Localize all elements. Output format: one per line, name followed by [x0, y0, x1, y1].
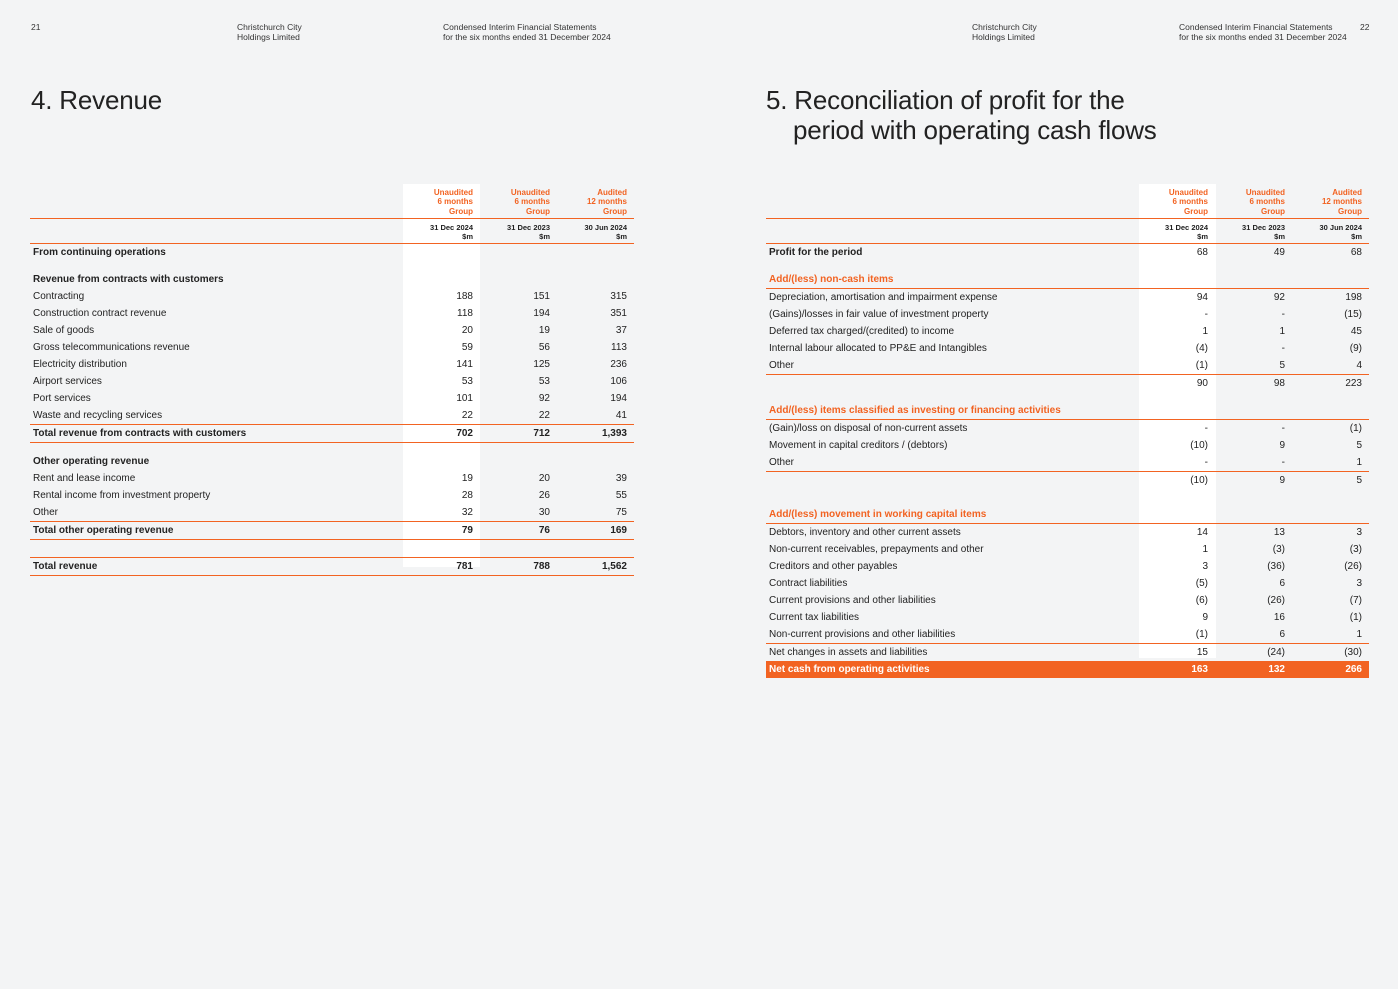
table-row: (Gain)/loss on disposal of non-current assets - - (1) [769, 423, 1362, 434]
table-row: Creditors and other payables 3 (36) (26) [769, 561, 1362, 572]
page-number: 21 [31, 22, 41, 32]
column-header: Unaudited 6 months Group [403, 184, 480, 219]
company-line-2: Holdings Limited [972, 32, 1035, 42]
date-header: 31 Dec 2024 $m [1138, 219, 1215, 244]
table-row: Deferred tax charged/(credited) to income 1 1 45 [769, 326, 1362, 337]
table-row: Rental income from investment property 28 26 55 [33, 490, 627, 501]
table-row: Waste and recycling services 22 22 41 [33, 410, 627, 421]
cashflow-reconciliation-table [766, 184, 1369, 678]
column-header: Unaudited 6 months Group [480, 184, 557, 219]
column-header: Audited 12 months Group [557, 184, 634, 219]
company-line-2: Holdings Limited [237, 32, 300, 42]
grand-total-row: Total revenue 781 788 1,562 [30, 558, 634, 576]
document-title [443, 22, 611, 42]
doc-line-2: for the six months ended 31 December 2024 [443, 32, 611, 42]
table-row: Other - - 1 [766, 454, 1369, 472]
company-line-1: Christchurch City [972, 22, 1037, 32]
table-row: Contracting 188 151 315 [33, 291, 627, 302]
company-name [972, 22, 1037, 42]
table-row: Non-current receivables, prepayments and other 1 (3) (3) [769, 544, 1362, 555]
net-cash-row: Net cash from operating activities 163 132 266 [766, 661, 1369, 678]
date-header: 31 Dec 2024 $m [403, 219, 480, 244]
revenue-table [30, 184, 634, 576]
table-row: Other (1) 5 4 [766, 357, 1369, 375]
table-row: (Gains)/losses in fair value of investment property - - (15) [769, 309, 1362, 320]
total-row: Total other operating revenue 79 76 169 [30, 522, 634, 540]
table-row: Gross telecommunications revenue 59 56 113 [33, 342, 627, 353]
subtotal-row: (10) 9 5 [1190, 475, 1362, 486]
page-number: 22 [1360, 22, 1370, 32]
table-row: Profit for the period 68 49 68 [769, 247, 1362, 258]
company-name [237, 22, 302, 42]
section-heading-row: Add/(less) items classified as investing or financing activities [766, 402, 1369, 420]
doc-line-2: for the six months ended 31 December 2024 [1179, 32, 1347, 42]
table-row: Depreciation, amortisation and impairment expense 94 92 198 [769, 292, 1362, 303]
page-right [699, 0, 1398, 989]
column-header: Audited 12 months Group [1292, 184, 1369, 219]
table-row: Construction contract revenue 118 194 351 [33, 308, 627, 319]
table-row: Debtors, inventory and other current assets 14 13 3 [769, 527, 1362, 538]
date-header-row [30, 219, 634, 244]
section-title: 4. Revenue [31, 85, 162, 115]
date-header-row [766, 219, 1369, 244]
subtotal-row: 90 98 223 [1196, 378, 1362, 389]
date-header: 31 Dec 2023 $m [1215, 219, 1292, 244]
doc-line-1: Condensed Interim Financial Statements [1179, 22, 1333, 32]
document-title [1179, 22, 1347, 42]
column-header: Unaudited 6 months Group [1215, 184, 1292, 219]
table-row: Current tax liabilities 9 16 (1) [769, 612, 1362, 623]
subtotal-row: Net changes in assets and liabilities 15 (24) (30) [769, 647, 1362, 658]
column-header: Unaudited 6 months Group [1138, 184, 1215, 219]
company-line-1: Christchurch City [237, 22, 302, 32]
total-row: Total revenue from contracts with customers 702 712 1,393 [30, 425, 634, 443]
column-header-row [30, 184, 634, 219]
table-row: Internal labour allocated to PP&E and Intangibles (4) - (9) [769, 343, 1362, 354]
table-row: Other 32 30 75 [33, 507, 627, 518]
section-label-row: Other operating revenue [33, 456, 150, 467]
table-row: Sale of goods 20 19 37 [33, 325, 627, 336]
date-header: 30 Jun 2024 $m [557, 219, 634, 244]
section-label-row: Revenue from contracts with customers [33, 274, 224, 285]
column-header-row [766, 184, 1369, 219]
table-row: Contract liabilities (5) 6 3 [769, 578, 1362, 589]
date-header: 31 Dec 2023 $m [480, 219, 557, 244]
table-row: Non-current provisions and other liabilities (1) 6 1 [766, 626, 1369, 644]
section-heading-row: Add/(less) movement in working capital items [766, 506, 1369, 524]
table-row: Rent and lease income 19 20 39 [33, 473, 627, 484]
table-row: Port services 101 92 194 [33, 393, 627, 404]
table-row: Movement in capital creditors / (debtors) (10) 9 5 [769, 440, 1362, 451]
section-title [766, 85, 1157, 145]
section-label-row: From continuing operations [33, 247, 166, 258]
doc-line-1: Condensed Interim Financial Statements [443, 22, 597, 32]
title-line-1: 5. Reconciliation of profit for the [766, 85, 1125, 115]
section-heading-row: Add/(less) non-cash items [766, 271, 1369, 289]
table-row: Current provisions and other liabilities (6) (26) (7) [769, 595, 1362, 606]
title-line-2: period with operating cash flows [793, 115, 1157, 145]
table-row: Electricity distribution 141 125 236 [33, 359, 627, 370]
table-row: Airport services 53 53 106 [33, 376, 627, 387]
date-header: 30 Jun 2024 $m [1292, 219, 1369, 244]
